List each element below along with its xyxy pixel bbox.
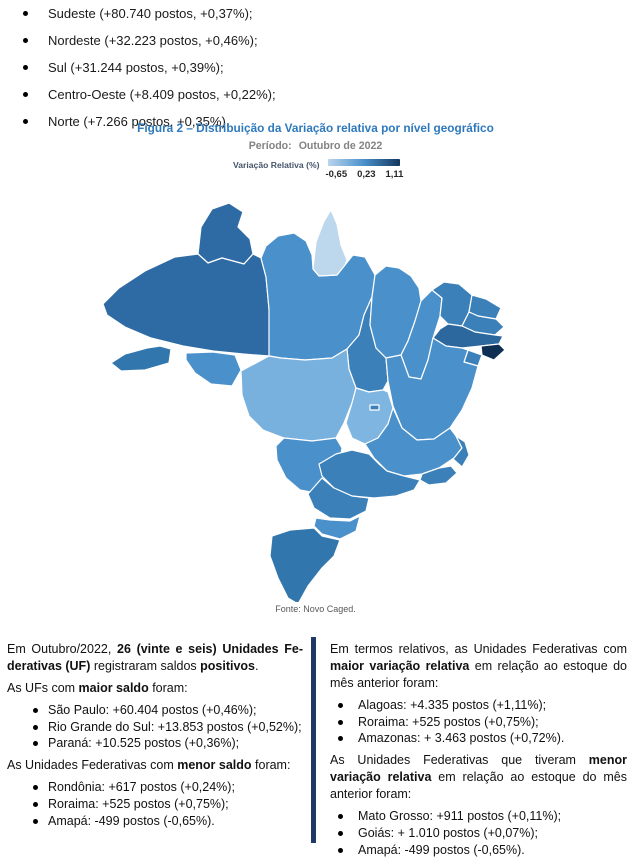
legend-tick-mid: 0,23 (357, 169, 376, 180)
map-state-distrito-federal (370, 405, 379, 410)
text-run: registraram saldos (90, 658, 201, 673)
right-paragraph-1 (330, 641, 627, 692)
list-item-text: Roraima: +525 postos (+0,75%); (358, 714, 539, 729)
right-paragraph-2 (330, 752, 627, 803)
bullet-icon (33, 708, 38, 713)
list-item-text: Paraná: +10.525 postos (+0,36%); (48, 736, 240, 751)
list-item-text: Sudeste (+80.740 postos, +0,37%); (48, 6, 253, 21)
list-item-text: Rondônia: +617 postos (+0,24%); (48, 780, 235, 795)
bottom-left-column (7, 641, 303, 835)
bullet-icon (33, 741, 38, 746)
menor-variacao-list (330, 808, 627, 859)
list-item-text: Mato Grosso: +911 postos (+0,11%); (358, 808, 562, 823)
bullet-icon (33, 785, 38, 790)
list-item (23, 87, 276, 102)
maior-variacao-list (330, 697, 627, 748)
list-item (330, 714, 627, 731)
list-item-text: Sul (+31.244 postos, +0,39%); (48, 60, 224, 75)
list-item (7, 779, 303, 796)
text-run: As Unidades Federativas com (7, 758, 178, 773)
bullet-icon (23, 11, 28, 16)
period-label: Período: (248, 140, 292, 152)
figure-title: Figura 2 – Distribuição da Variação relativa por nível geográfico (137, 121, 494, 135)
list-item (330, 825, 627, 842)
map-state-mato-grosso (241, 349, 356, 441)
list-item (330, 842, 627, 859)
legend-ticks (325, 169, 403, 180)
list-item (7, 702, 303, 719)
legend-scale (325, 159, 404, 180)
list-item (330, 730, 627, 747)
list-item-text: Amazonas: + 3.463 postos (+0,72%). (358, 731, 565, 746)
map-state-amazonas (103, 254, 271, 356)
legend-tick-max: 1,11 (385, 169, 404, 180)
list-item-text: Amapá: -499 postos (-0,65%). (48, 813, 215, 828)
text-run-bold: positivos (200, 658, 255, 673)
list-item (330, 808, 627, 825)
text-run-bold: menor variação relativa (330, 753, 627, 785)
column-divider (311, 637, 316, 843)
list-item (23, 6, 276, 21)
list-item (23, 60, 276, 75)
list-item-text: Norte (+7.266 postos, +0,35%). (48, 114, 230, 129)
text-run: em relação ao estoque do mês anterior foram: (330, 770, 627, 801)
map-state-alagoas (481, 344, 505, 360)
text-run: . (255, 658, 259, 673)
bullet-icon (33, 802, 38, 807)
text-run: em relação ao estoque do mês anterior foram: (330, 658, 627, 690)
list-item-text: Goiás: + 1.010 postos (+0,07%); (358, 825, 538, 840)
brazil-map (85, 197, 545, 602)
map-legend (233, 159, 403, 180)
map-state-roraima (198, 203, 253, 264)
list-item (7, 719, 303, 736)
left-paragraph-2 (7, 680, 303, 697)
bullet-icon (338, 831, 343, 836)
map-state-rondonia (186, 352, 241, 386)
text-run: Em Outubro/2022, (7, 642, 117, 656)
text-run: As UFs com (7, 680, 79, 695)
bullet-icon (338, 848, 343, 853)
list-item-text: Alagoas: +4.335 postos (+1,11%); (358, 697, 547, 712)
figure-period (0, 140, 631, 152)
bullet-icon (338, 814, 343, 819)
legend-tick-min: -0,65 (325, 169, 348, 180)
list-item (7, 796, 303, 813)
list-item-text: Nordeste (+32.223 postos, +0,46%); (48, 33, 258, 48)
bullet-icon (23, 65, 28, 70)
left-paragraph-3 (7, 757, 303, 774)
list-item-text: Roraima: +525 postos (+0,75%); (48, 797, 229, 811)
map-state-acre (111, 346, 171, 371)
text-run-bold: maior variação relativa (330, 658, 470, 673)
bullet-icon (33, 725, 38, 730)
text-run: As Unidades Federativas que tiveram (330, 753, 589, 768)
bullet-icon (338, 720, 343, 725)
bullet-icon (23, 38, 28, 43)
bullet-icon (33, 819, 38, 824)
menor-saldo-list (7, 779, 303, 830)
map-state-rio-grande-do-sul (270, 528, 340, 602)
left-paragraph-1 (7, 641, 303, 675)
bullet-icon (23, 92, 28, 97)
list-item (7, 813, 303, 830)
period-value: Outubro de 2022 (298, 140, 383, 152)
list-item (330, 697, 627, 714)
legend-label: Variação Relativa (%) (233, 160, 320, 170)
text-run-bold: maior saldo (78, 680, 149, 695)
text-run: foram: (148, 680, 188, 695)
list-item (7, 735, 303, 752)
text-run-bold: menor saldo (177, 758, 252, 773)
bottom-right-column (330, 641, 627, 864)
legend-gradient-bar (328, 159, 400, 166)
text-run: Em termos relativos, as Unidades Federativas com (330, 642, 627, 656)
maior-saldo-list (7, 702, 303, 753)
map-state-amapa (313, 210, 347, 276)
figure-source: Fonte: Novo Caged. (275, 604, 356, 614)
bullet-icon (338, 736, 343, 741)
list-item-text: Amapá: -499 postos (-0,65%). (358, 842, 525, 857)
list-item-text: São Paulo: +60.404 postos (+0,46%); (48, 702, 257, 717)
text-run-bold: 26 (vinte e seis) Unidades Fe-derativas (UF) (7, 642, 303, 673)
list-item-text: Centro-Oeste (+8.409 postos, +0,22%); (48, 87, 276, 102)
list-item (23, 33, 276, 48)
list-item-text: Rio Grande do Sul: +13.853 postos (+0,52%); (48, 719, 302, 734)
text-run: foram: (251, 758, 291, 773)
bullet-icon (338, 703, 343, 708)
